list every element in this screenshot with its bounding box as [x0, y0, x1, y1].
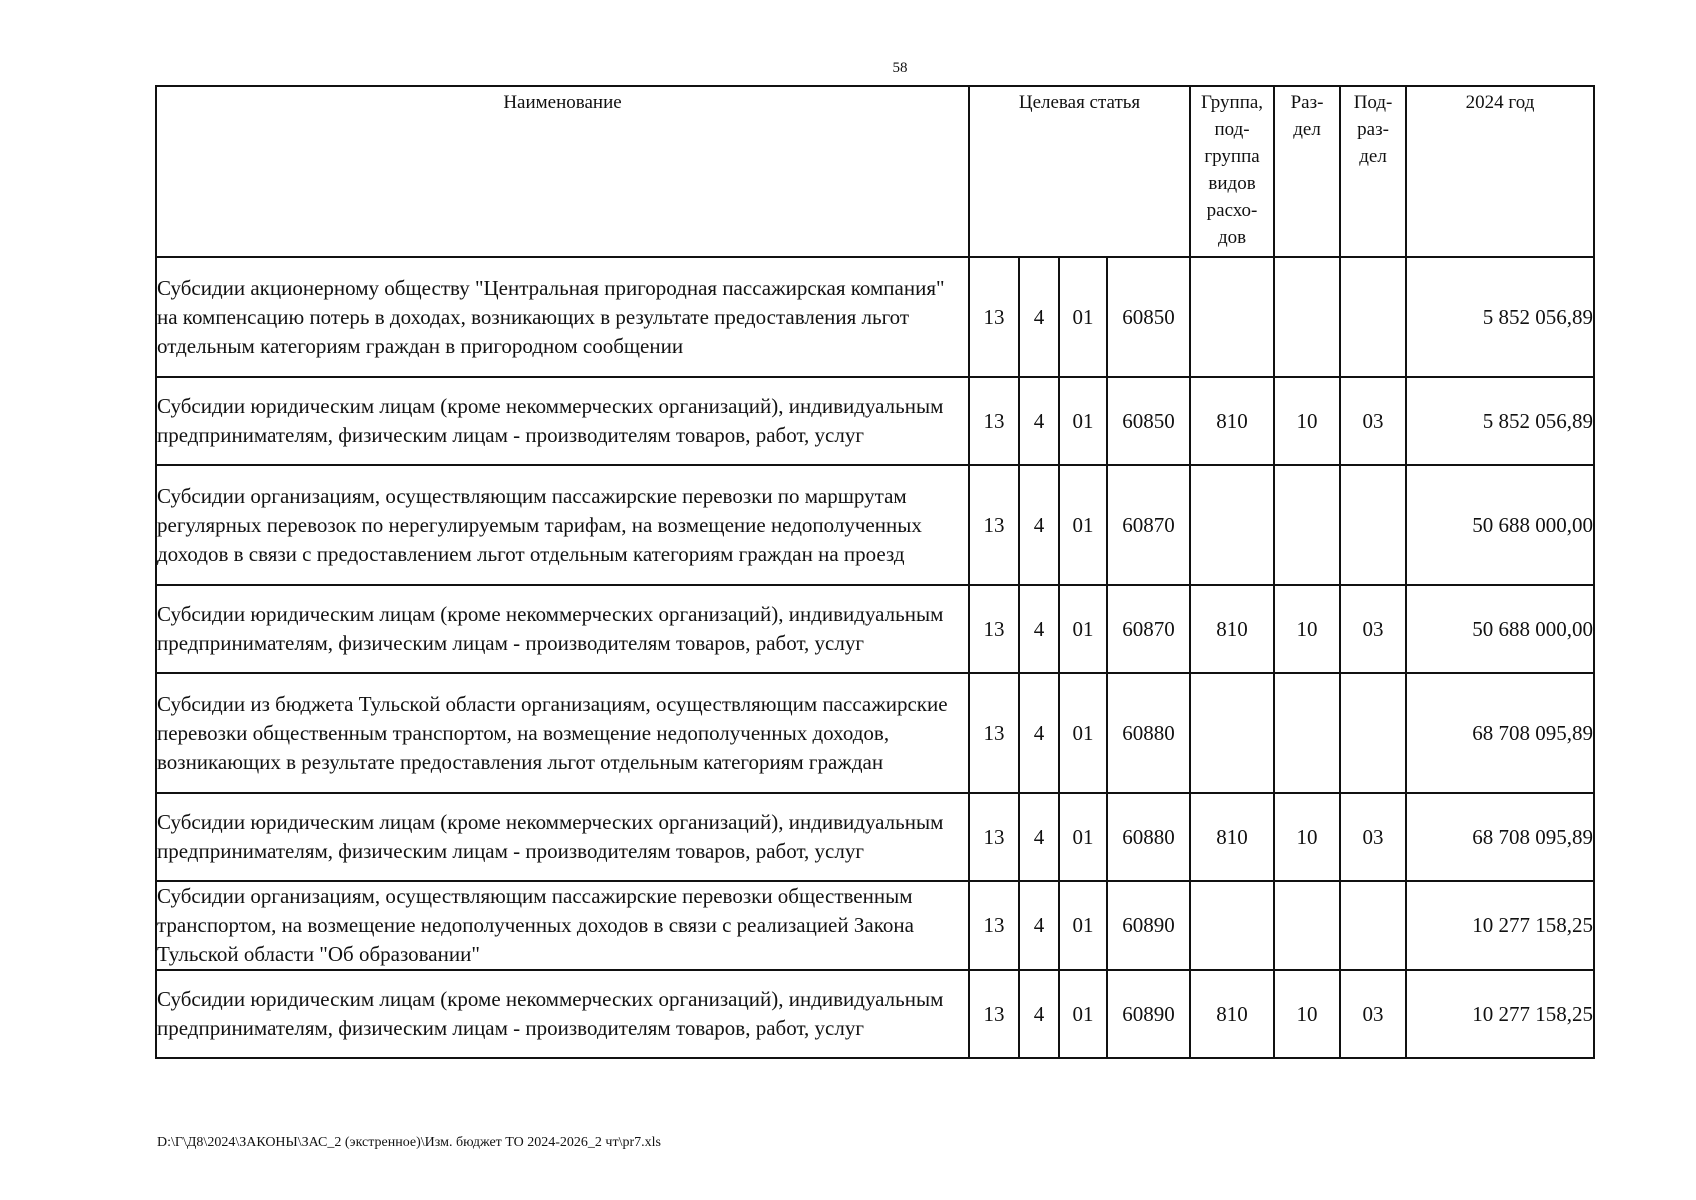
table-row [156, 377, 1594, 465]
header-section: Раз- дел [1274, 86, 1340, 257]
cell-amount: 50 688 000,00 [1406, 465, 1594, 585]
page-number: 58 [892, 60, 908, 76]
cell-target-3: 01 [1059, 673, 1107, 793]
cell-target-1: 13 [969, 970, 1019, 1058]
table-row [156, 585, 1594, 673]
cell-target-3: 01 [1059, 970, 1107, 1058]
cell-name: Субсидии юридическим лицам (кроме некоммерческих организаций), индивидуальным предпринимателям, физическим лицам - производителям товаров, работ, услуг [156, 585, 969, 673]
cell-section: 10 [1274, 377, 1340, 465]
cell-subsection [1340, 257, 1406, 377]
cell-subsection: 03 [1340, 377, 1406, 465]
cell-target-2: 4 [1019, 970, 1059, 1058]
cell-amount: 50 688 000,00 [1406, 585, 1594, 673]
cell-target-1: 13 [969, 257, 1019, 377]
cell-amount: 68 708 095,89 [1406, 673, 1594, 793]
cell-target-2: 4 [1019, 881, 1059, 970]
cell-group [1190, 465, 1274, 585]
table-row [156, 465, 1594, 585]
cell-section [1274, 673, 1340, 793]
cell-subsection: 03 [1340, 585, 1406, 673]
cell-target-3: 01 [1059, 257, 1107, 377]
cell-target-1: 13 [969, 793, 1019, 881]
cell-name: Субсидии юридическим лицам (кроме некоммерческих организаций), индивидуальным предпринимателям, физическим лицам - производителям товаров, работ, услуг [156, 793, 969, 881]
cell-group [1190, 673, 1274, 793]
cell-target-2: 4 [1019, 585, 1059, 673]
footer-file-path: D:\Г\Д8\2024\ЗАКОНЫ\ЗАС_2 (экстренное)\Изм. бюджет ТО 2024-2026_2 чт\pr7.xls [157, 1135, 661, 1150]
cell-target-4: 60870 [1107, 465, 1190, 585]
table-row [156, 970, 1594, 1058]
cell-subsection: 03 [1340, 970, 1406, 1058]
budget-table [155, 85, 1595, 1059]
cell-section [1274, 257, 1340, 377]
cell-target-3: 01 [1059, 585, 1107, 673]
cell-group: 810 [1190, 793, 1274, 881]
cell-section: 10 [1274, 793, 1340, 881]
cell-target-4: 60880 [1107, 793, 1190, 881]
cell-amount: 10 277 158,25 [1406, 881, 1594, 970]
header-row [156, 86, 1594, 257]
cell-amount: 5 852 056,89 [1406, 377, 1594, 465]
cell-section [1274, 465, 1340, 585]
cell-target-2: 4 [1019, 465, 1059, 585]
header-name: Наименование [156, 86, 969, 257]
cell-subsection: 03 [1340, 793, 1406, 881]
cell-name: Субсидии юридическим лицам (кроме некоммерческих организаций), индивидуальным предпринимателям, физическим лицам - производителям товаров, работ, услуг [156, 377, 969, 465]
cell-group: 810 [1190, 585, 1274, 673]
cell-name: Субсидии организациям, осуществляющим пассажирские перевозки общественным транспортом, на возмещение недополученных доходов в связи с реализацией Закона Тульской области "Об образовании" [156, 881, 969, 970]
cell-amount: 10 277 158,25 [1406, 970, 1594, 1058]
cell-target-1: 13 [969, 585, 1019, 673]
cell-target-3: 01 [1059, 881, 1107, 970]
table-body [156, 257, 1594, 1058]
cell-target-2: 4 [1019, 377, 1059, 465]
cell-target-3: 01 [1059, 793, 1107, 881]
cell-target-2: 4 [1019, 673, 1059, 793]
cell-target-3: 01 [1059, 377, 1107, 465]
cell-target-1: 13 [969, 465, 1019, 585]
cell-group: 810 [1190, 970, 1274, 1058]
cell-amount: 5 852 056,89 [1406, 257, 1594, 377]
cell-group [1190, 881, 1274, 970]
cell-section: 10 [1274, 585, 1340, 673]
header-target-article: Целевая статья [969, 86, 1190, 257]
table-row [156, 793, 1594, 881]
table-row [156, 257, 1594, 377]
cell-name: Субсидии юридическим лицам (кроме некоммерческих организаций), индивидуальным предпринимателям, физическим лицам - производителям товаров, работ, услуг [156, 970, 969, 1058]
header-group: Группа, под- группа видов расхо- дов [1190, 86, 1274, 257]
cell-group: 810 [1190, 377, 1274, 465]
cell-name: Субсидии организациям, осуществляющим пассажирские перевозки по маршрутам регулярных перевозок по нерегулируемым тарифам, на возмещение недополученных доходов в связи с предоставлением льгот отдельным категориям граждан на проезд [156, 465, 969, 585]
cell-target-2: 4 [1019, 257, 1059, 377]
cell-target-1: 13 [969, 673, 1019, 793]
header-year: 2024 год [1406, 86, 1594, 257]
cell-section: 10 [1274, 970, 1340, 1058]
cell-target-1: 13 [969, 881, 1019, 970]
cell-group [1190, 257, 1274, 377]
cell-target-4: 60890 [1107, 970, 1190, 1058]
table-row [156, 673, 1594, 793]
header-subsection: Под- раз- дел [1340, 86, 1406, 257]
cell-subsection [1340, 881, 1406, 970]
cell-target-4: 60850 [1107, 257, 1190, 377]
cell-target-4: 60870 [1107, 585, 1190, 673]
cell-target-4: 60890 [1107, 881, 1190, 970]
cell-name: Субсидии из бюджета Тульской области организациям, осуществляющим пассажирские перевозки общественным транспортом, на возмещение недополученных доходов, возникающих в результате предоставления льгот отдельным категориям граждан [156, 673, 969, 793]
cell-target-4: 60850 [1107, 377, 1190, 465]
cell-section [1274, 881, 1340, 970]
cell-target-2: 4 [1019, 793, 1059, 881]
cell-name: Субсидии акционерному обществу "Центральная пригородная пассажирская компания" на компенсацию потерь в доходах, возникающих в результате предоставления льгот отдельным категориям граждан в пригородном сообщении [156, 257, 969, 377]
cell-subsection [1340, 465, 1406, 585]
table-row [156, 881, 1594, 970]
cell-target-4: 60880 [1107, 673, 1190, 793]
cell-target-3: 01 [1059, 465, 1107, 585]
cell-subsection [1340, 673, 1406, 793]
cell-amount: 68 708 095,89 [1406, 793, 1594, 881]
cell-target-1: 13 [969, 377, 1019, 465]
